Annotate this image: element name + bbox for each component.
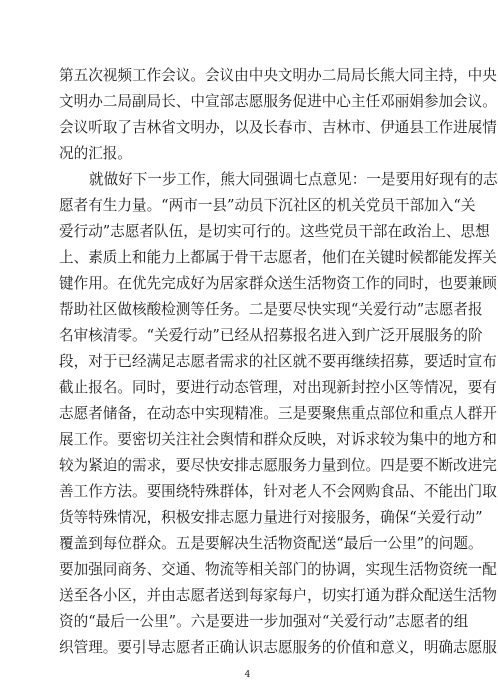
paragraph-2-line-12: 较为紧迫的需求，要尽快安排志愿服务力量到位。四是要不断改进完: [59, 457, 497, 474]
paragraph-1-line-1: 第五次视频工作会议。会议由中央文明办二局局长熊大同主持，中央: [59, 67, 497, 84]
paragraph-2-line-2: 愿者有生力量。“两市一县”动员下沉社区的机关党员干部加入“关: [59, 197, 476, 214]
paragraph-2-line-15: 覆盖到每位群众。五是要解决生活物资配送“最后一公里”的问题。: [59, 535, 483, 552]
paragraph-2-line-7: 名审核清零。“关爱行动”已经从招募报名进入到广泛开展服务的阶: [59, 327, 483, 344]
paragraph-2-line-16: 要加强同商务、交通、物流等相关部门的协调，实现生活物资统一配: [59, 561, 497, 578]
paragraph-2-line-18: 资的“最后一公里”。六是要进一步加强对“关爱行动”志愿者的组: [59, 613, 469, 630]
paragraph-1-line-2: 文明办二局副局长、中宣部志愿服务促进中心主任邓丽娟参加会议。: [59, 93, 497, 110]
paragraph-2-line-4: 上、素质上和能力上都属于骨干志愿者，他们在关键时候都能发挥关: [59, 249, 497, 266]
paragraph-2-line-5: 键作用。在优先完成好为居家群众送生活物资工作的同时，也要兼顾: [59, 275, 497, 292]
paragraph-1-line-4: 况的汇报。: [59, 145, 132, 162]
paragraph-2-line-1: 就做好下一步工作，熊大同强调七点意见：一是要用好现有的志: [89, 171, 498, 188]
paragraph-2-line-9: 截止报名。同时，要进行动态管理，对出现新封控小区等情况，要有: [59, 379, 497, 396]
paragraph-2-line-10: 志愿者储备，在动态中实现精准。三是要聚焦重点部位和重点人群开: [59, 405, 497, 422]
paragraph-2-line-6: 帮助社区做核酸检测等任务。二是要尽快实现“关爱行动”志愿者报: [59, 301, 483, 318]
paragraph-2-line-8: 段，对于已经满足志愿者需求的社区就不要再继续招募，要适时宣布: [59, 353, 497, 370]
paragraph-2-line-3: 爱行动”志愿者队伍，是切实可行的。这些党员干部在政治上、思想: [59, 223, 490, 240]
page-number: 4: [244, 670, 251, 680]
paragraph-2-line-13: 善工作方法。要围绕特殊群体，针对老人不会网购食品、不能出门取: [59, 483, 497, 500]
paragraph-2-line-11: 展工作。要密切关注社会舆情和群众反映，对诉求较为集中的地方和: [59, 431, 497, 448]
paragraph-2-line-19: 织管理。要引导志愿者正确认识志愿服务的价值和意义，明确志愿服: [59, 639, 497, 656]
paragraph-1-line-3: 会议听取了吉林省文明办，以及长春市、吉林市、伊通县工作进展情: [59, 119, 497, 136]
paragraph-2-line-17: 送至各小区，并由志愿者送到每家每户，切实打通为群众配送生活物: [59, 587, 497, 604]
paragraph-2-line-14: 货等特殊情况，积极安排志愿力量进行对接服务，确保“关爱行动”: [59, 509, 483, 526]
